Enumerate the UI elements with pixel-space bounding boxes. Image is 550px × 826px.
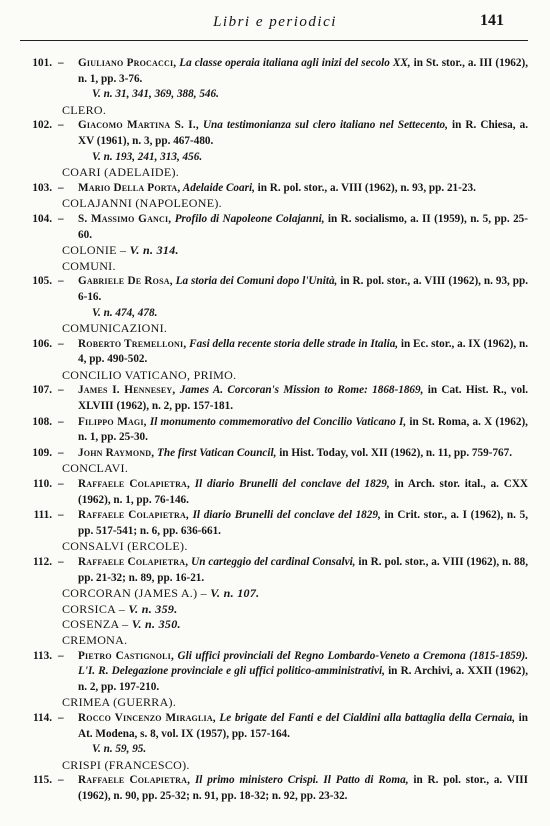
entry-title: The first Vatican Council,: [154, 446, 277, 459]
entry-dash: –: [58, 711, 64, 724]
entry-title: Adelaide Coari,: [180, 181, 255, 194]
entry-number: 102.: [32, 119, 52, 132]
entry-number: 105.: [32, 275, 52, 288]
entry-dash: –: [58, 509, 64, 522]
subject-heading-text: CONCLAVI.: [62, 461, 129, 476]
entry-title: Le brigate del Fanti e del Cialdini alla battaglia della Cernaia,: [215, 711, 516, 724]
entry-text: [78, 415, 528, 446]
bibliography-entry: [20, 555, 528, 586]
entry-dash: –: [58, 181, 64, 194]
entry-number: 108.: [32, 415, 52, 428]
running-header: [20, 12, 530, 40]
subject-heading-text: CORSICA –: [62, 601, 129, 616]
entry-dash: –: [58, 337, 64, 350]
entry-source: in Crit. stor., a. I (1962), n. 5, pp. 517-541; n. 6, pp. 636-661.: [78, 509, 528, 537]
entry-text: [78, 383, 528, 414]
entry-number: 106.: [32, 337, 52, 350]
subject-cross-reference: V. n. 350.: [131, 617, 181, 632]
entry-author: Gabriele De Rosa,: [78, 275, 173, 288]
entry-source: in R. pol. stor., a. VIII (1962), n. 93, pp. 21-23.: [254, 181, 476, 194]
subject-heading: [20, 617, 528, 633]
running-title: Libri e periodici: [213, 14, 337, 30]
subject-heading-text: COARI (ADELAIDE).: [62, 165, 180, 180]
subject-heading-text: CRISPI (FRANCESCO).: [62, 757, 190, 772]
subject-heading: [20, 586, 528, 602]
bibliography-entry: [20, 212, 528, 243]
subject-heading: [20, 165, 528, 181]
entry-source: in R. socialismo, a. II (1959), n. 5, pp. 25-60.: [78, 212, 528, 241]
entry-source: in R. pol. stor., a. VIII (1962), n. 88, pp. 21-32; n. 89, pp. 16-21.: [78, 556, 528, 584]
entry-source: in Hist. Today, vol. XII (1962), n. 11, pp. 759-767.: [276, 446, 513, 459]
subject-heading: [20, 539, 528, 555]
subject-heading-text: CONCILIO VATICANO, PRIMO.: [62, 367, 237, 382]
entry-source: in R. Archivi, a. XXII (1962), n. 2, pp. 197-210.: [78, 665, 528, 693]
entry-source: in St. stor., a. III (1962), n. 1, pp. 3-76.: [78, 57, 528, 85]
subject-heading: [20, 259, 528, 275]
bibliography-entry: [20, 446, 528, 462]
entry-author: Mario Della Porta,: [78, 181, 181, 194]
bibliography-entry: [20, 118, 528, 165]
entry-author: Raffaele Colapietra,: [78, 478, 191, 491]
subject-heading: [20, 695, 528, 711]
entry-source: in At. Modena, s. 8, vol. IX (1957), pp. 157-164.: [78, 711, 528, 740]
subject-cross-reference: V. n. 359.: [128, 601, 178, 616]
subject-heading-text: CONSALVI (ERCOLE).: [62, 539, 188, 554]
subject-heading: [20, 103, 528, 119]
entry-cross-reference: V. n. 474, 478.: [92, 306, 158, 319]
bibliography-entry: [20, 773, 528, 804]
entry-text: [78, 118, 528, 149]
entry-source: in Arch. stor. ital., a. CXX (1962), n. 1, pp. 76-146.: [78, 478, 528, 506]
subject-cross-reference: V. n. 314.: [129, 243, 179, 258]
entry-source: in R. Chiesa, a. XV (1961), n. 3, pp. 467-480.: [78, 119, 528, 147]
entry-dash: –: [58, 119, 64, 132]
entry-dash: –: [58, 556, 64, 568]
entry-author: Roberto Tremelloni,: [78, 337, 187, 350]
entry-cross-reference: V. n. 31, 341, 369, 388, 546.: [92, 88, 219, 101]
entry-author: Raffaele Colapietra,: [78, 774, 191, 787]
entry-title: Fasi della recente storia delle strade in Italia,: [186, 337, 399, 350]
entry-title: Il diario Brunelli del conclave del 1829,: [190, 478, 390, 491]
entry-number: 113.: [33, 649, 52, 662]
entry-number: 110.: [33, 478, 52, 491]
subject-heading-text: CRIMEA (GUERRA).: [62, 695, 177, 710]
entry-title: La storia dei Comuni dopo l'Unità,: [172, 275, 338, 288]
subject-heading-text: COSENZA –: [62, 617, 132, 632]
subject-heading-text: COMUNICAZIONI.: [62, 321, 168, 336]
bibliography-entry: [20, 415, 528, 446]
entry-text: [78, 508, 528, 539]
entry-text: [78, 649, 528, 696]
entry-dash: –: [58, 57, 64, 69]
entry-number: 109.: [32, 446, 52, 459]
entry-source: in Ec. stor., a. IX (1962), n. 4, pp. 490-502.: [78, 337, 528, 366]
entry-title: Il monumento commemorativo del Concilio Vaticano I,: [146, 415, 407, 428]
entry-dash: –: [58, 478, 64, 491]
header-rule: [20, 40, 528, 41]
bibliography-entry: [20, 337, 528, 368]
entry-cross-reference: V. n. 193, 241, 313, 456.: [92, 150, 203, 163]
entry-dash: –: [58, 649, 64, 662]
bibliography-entry: [20, 477, 528, 508]
entry-source: in St. Roma, a. X (1962), n. 1, pp. 25-30.: [78, 415, 528, 444]
entry-text: [78, 446, 528, 462]
entry-title: Il primo ministero Crispi. Il Patto di Roma,: [190, 774, 409, 787]
entry-source: in R. pol. stor., a. VIII (1962), n. 93, pp. 6-16.: [78, 275, 529, 303]
bibliography-entry: [20, 649, 528, 696]
entry-title: Profilo di Napoleone Colajanni,: [171, 212, 325, 225]
page-number: 141: [480, 12, 504, 29]
entry-author: Filippo Magi,: [78, 415, 147, 428]
bibliography-entry: [20, 56, 528, 103]
subject-heading-text: CLERO.: [62, 102, 107, 117]
subject-heading-text: COLAJANNI (NAPOLEONE).: [62, 196, 222, 211]
entry-cross-reference: V. n. 59, 95.: [92, 743, 147, 756]
entry-number: 104.: [32, 212, 52, 225]
entry-author: Rocco Vincenzo Miraglia,: [78, 711, 216, 724]
bibliography-list: [20, 56, 528, 805]
subject-heading: [20, 633, 528, 649]
entry-number: 107.: [32, 384, 52, 397]
entry-dash: –: [58, 446, 64, 459]
entry-dash: –: [58, 774, 64, 787]
entry-author: Pietro Castignoli,: [78, 649, 174, 662]
entry-author: Raffaele Colapietra,: [78, 509, 189, 522]
entry-number: 111.: [33, 509, 52, 522]
subject-heading: [20, 196, 528, 212]
entry-title: Una testimonianza sul clero italiano nel Settecento,: [198, 119, 448, 132]
bibliography-entry: [20, 181, 528, 197]
entry-number: 103.: [32, 181, 52, 194]
subject-cross-reference: V. n. 107.: [210, 586, 260, 601]
entry-dash: –: [58, 415, 64, 428]
entry-dash: –: [58, 212, 64, 225]
entry-text: [78, 337, 528, 368]
subject-heading: [20, 321, 528, 337]
entry-text: [78, 555, 528, 586]
entry-text: [78, 711, 528, 742]
entry-author: Raffaele Colapietra,: [78, 556, 189, 568]
subject-heading-text: COLONIE –: [62, 243, 130, 258]
subject-heading-text: CORCORAN (JAMES A.) –: [62, 586, 211, 601]
subject-heading: [20, 758, 528, 774]
entry-title: La classe operaia italiana agli inizi del secolo XX,: [176, 57, 411, 69]
entry-number: 112.: [33, 556, 52, 568]
entry-text: [78, 773, 528, 804]
entry-text: [78, 56, 528, 87]
bibliography-entry: [20, 383, 528, 414]
entry-title: Il diario Brunelli del conclave del 1829,: [188, 509, 381, 522]
subject-heading: [20, 461, 528, 477]
entry-number: 101.: [32, 57, 52, 69]
entry-author: John Raymond,: [78, 446, 155, 459]
subject-heading-text: CREMONA.: [62, 632, 128, 647]
entry-number: 114.: [33, 711, 52, 724]
bibliography-entry: [20, 711, 528, 758]
subject-heading: [20, 368, 528, 384]
entry-text: [78, 181, 528, 197]
entry-title: Gli uffici provinciali del Regno Lombardo-Veneto a Cremona (1815-1859). L'I. R. Delegazione provinciale e gli uffici politico-amministrativi,: [78, 649, 528, 678]
subject-heading: [20, 602, 528, 618]
entry-text: [78, 274, 528, 305]
entry-number: 115.: [33, 774, 52, 787]
subject-heading-text: COMUNI.: [62, 258, 116, 273]
entry-author: James I. Hennesey,: [78, 384, 176, 397]
entry-text: [78, 477, 528, 508]
entry-author: S. Massimo Ganci,: [78, 212, 172, 225]
bibliography-entry: [20, 508, 528, 539]
bibliography-entry: [20, 274, 528, 321]
entry-author: Giacomo Martina S. I.,: [78, 119, 199, 132]
subject-heading: [20, 243, 528, 259]
entry-title: Un carteggio del cardinal Consalvi,: [188, 556, 356, 568]
entry-title: James A. Corcoran's Mission to Rome: 1868-1869,: [175, 384, 424, 397]
entry-source: in Cat. Hist. R., vol. XLVIII (1962), n. 2, pp. 157-181.: [78, 384, 528, 413]
entry-author: Giuliano Procacci,: [78, 57, 177, 69]
entry-source: in R. pol. stor., a. VIII (1962), n. 90, pp. 25-32; n. 91, pp. 18-32; n. 92, pp. 23-32.: [78, 774, 529, 802]
entry-dash: –: [58, 275, 64, 288]
entry-text: [78, 212, 528, 243]
entry-dash: –: [58, 384, 64, 397]
